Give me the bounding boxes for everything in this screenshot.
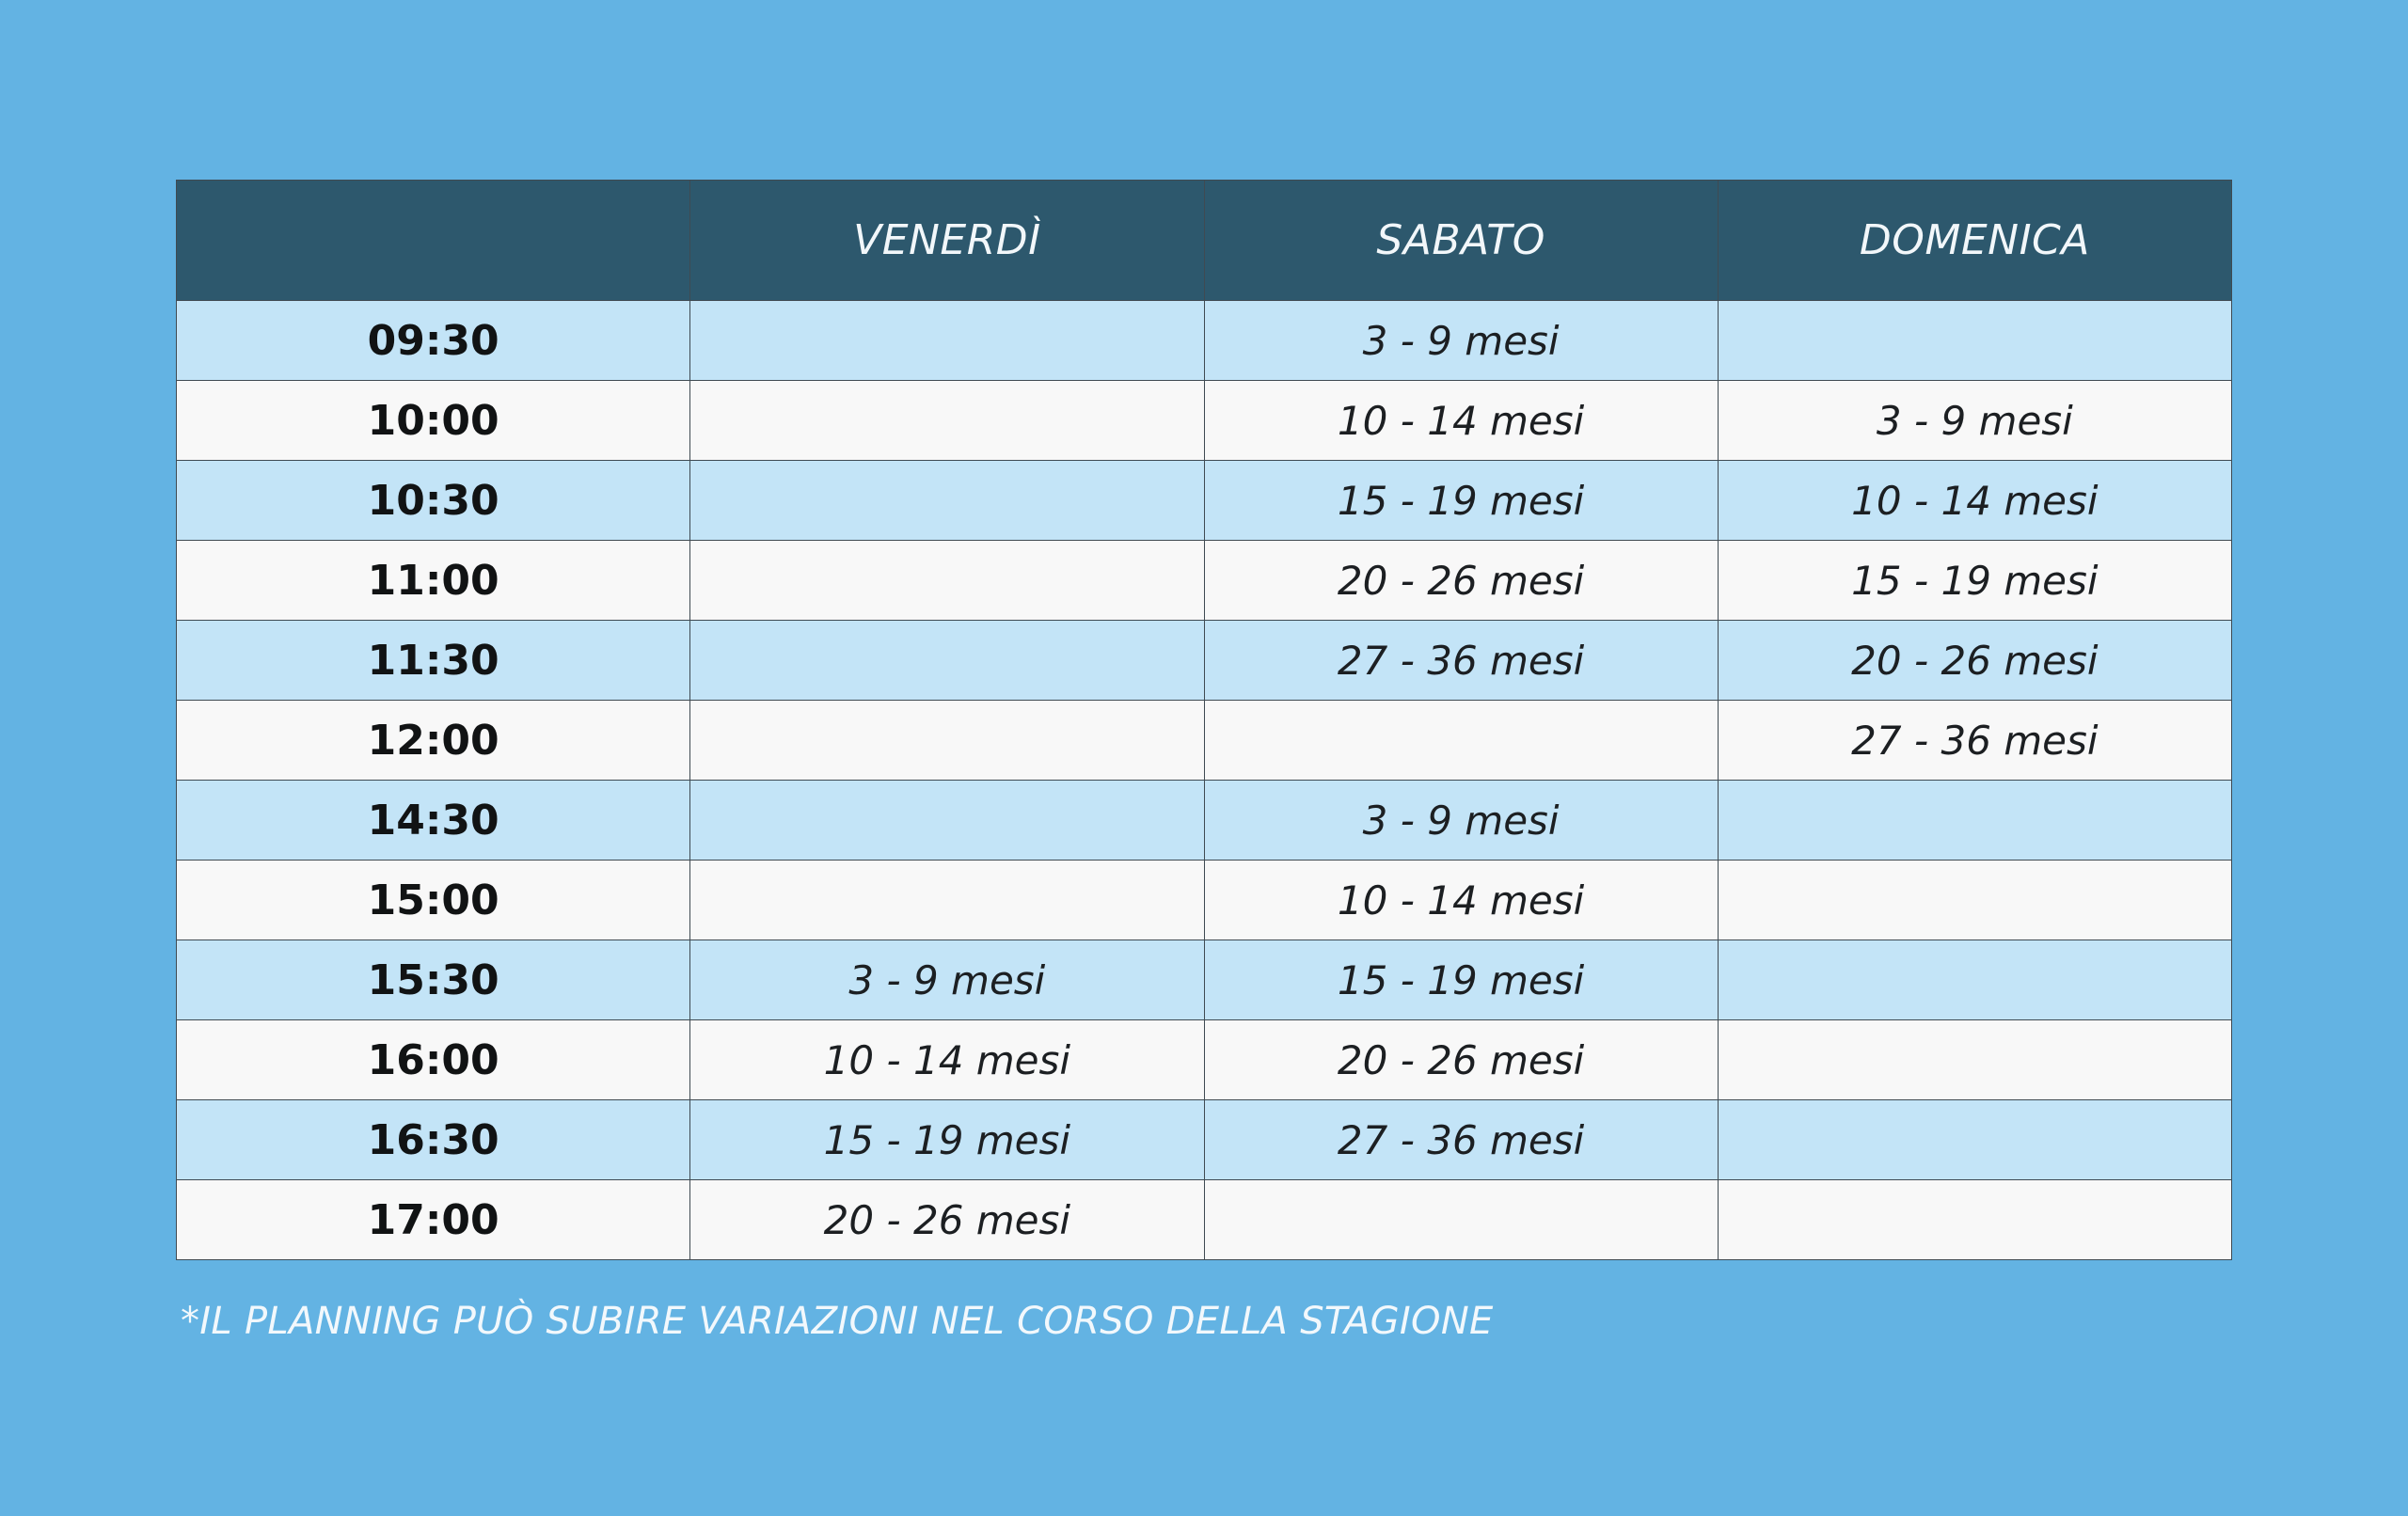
time-cell: 11:30 [177, 621, 690, 701]
time-cell: 12:00 [177, 701, 690, 781]
table-row [177, 621, 2232, 701]
table-row [177, 1020, 2232, 1100]
time-cell: 17:00 [177, 1180, 690, 1260]
time-cell: 10:00 [177, 381, 690, 461]
slot-domenica: 20 - 26 mesi [1718, 621, 2231, 701]
time-cell: 16:30 [177, 1100, 690, 1180]
table-row [177, 541, 2232, 621]
slot-venerdi: 3 - 9 mesi [690, 940, 1204, 1020]
time-cell: 15:30 [177, 940, 690, 1020]
slot-domenica: 3 - 9 mesi [1718, 381, 2231, 461]
table-row [177, 301, 2232, 381]
slot-sabato: 15 - 19 mesi [1204, 461, 1718, 541]
schedule-header [177, 181, 2232, 301]
header-corner [177, 181, 690, 301]
slot-venerdi: 20 - 26 mesi [690, 1180, 1204, 1260]
table-row [177, 861, 2232, 940]
slot-venerdi: 10 - 14 mesi [690, 1020, 1204, 1100]
time-cell: 15:00 [177, 861, 690, 940]
slot-domenica [1718, 1100, 2231, 1180]
table-row [177, 701, 2232, 781]
schedule-body [177, 301, 2232, 1260]
slot-sabato: 3 - 9 mesi [1204, 301, 1718, 381]
header-venerdi: VENERDÌ [690, 181, 1204, 301]
slot-sabato [1204, 701, 1718, 781]
table-row [177, 461, 2232, 541]
slot-sabato: 10 - 14 mesi [1204, 861, 1718, 940]
slot-domenica [1718, 781, 2231, 861]
time-cell: 10:30 [177, 461, 690, 541]
slot-venerdi [690, 701, 1204, 781]
table-row [177, 1180, 2232, 1260]
slot-domenica: 15 - 19 mesi [1718, 541, 2231, 621]
slot-sabato: 20 - 26 mesi [1204, 541, 1718, 621]
slot-domenica [1718, 301, 2231, 381]
header-sabato: SABATO [1204, 181, 1718, 301]
slot-venerdi [690, 381, 1204, 461]
table-row [177, 940, 2232, 1020]
slot-venerdi [690, 541, 1204, 621]
slot-venerdi [690, 461, 1204, 541]
header-row [177, 181, 2232, 301]
slot-venerdi [690, 861, 1204, 940]
table-row [177, 781, 2232, 861]
time-cell: 09:30 [177, 301, 690, 381]
slot-sabato: 27 - 36 mesi [1204, 621, 1718, 701]
slot-sabato: 10 - 14 mesi [1204, 381, 1718, 461]
slot-domenica [1718, 1180, 2231, 1260]
slot-domenica: 10 - 14 mesi [1718, 461, 2231, 541]
table-row [177, 381, 2232, 461]
slot-venerdi [690, 781, 1204, 861]
slot-sabato [1204, 1180, 1718, 1260]
slot-venerdi: 15 - 19 mesi [690, 1100, 1204, 1180]
slot-sabato: 15 - 19 mesi [1204, 940, 1718, 1020]
slot-sabato: 27 - 36 mesi [1204, 1100, 1718, 1180]
time-cell: 14:30 [177, 781, 690, 861]
slot-domenica [1718, 861, 2231, 940]
slot-sabato: 20 - 26 mesi [1204, 1020, 1718, 1100]
slot-venerdi [690, 301, 1204, 381]
header-domenica: DOMENICA [1718, 181, 2231, 301]
slot-sabato: 3 - 9 mesi [1204, 781, 1718, 861]
slot-domenica [1718, 1020, 2231, 1100]
slot-domenica: 27 - 36 mesi [1718, 701, 2231, 781]
time-cell: 11:00 [177, 541, 690, 621]
time-cell: 16:00 [177, 1020, 690, 1100]
slot-domenica [1718, 940, 2231, 1020]
table-row [177, 1100, 2232, 1180]
slot-venerdi [690, 621, 1204, 701]
planning-footnote: *IL PLANNING PUÒ SUBIRE VARIAZIONI NEL CORSO DELLA STAGIONE [181, 1300, 1494, 1343]
schedule-table [176, 180, 2232, 1260]
